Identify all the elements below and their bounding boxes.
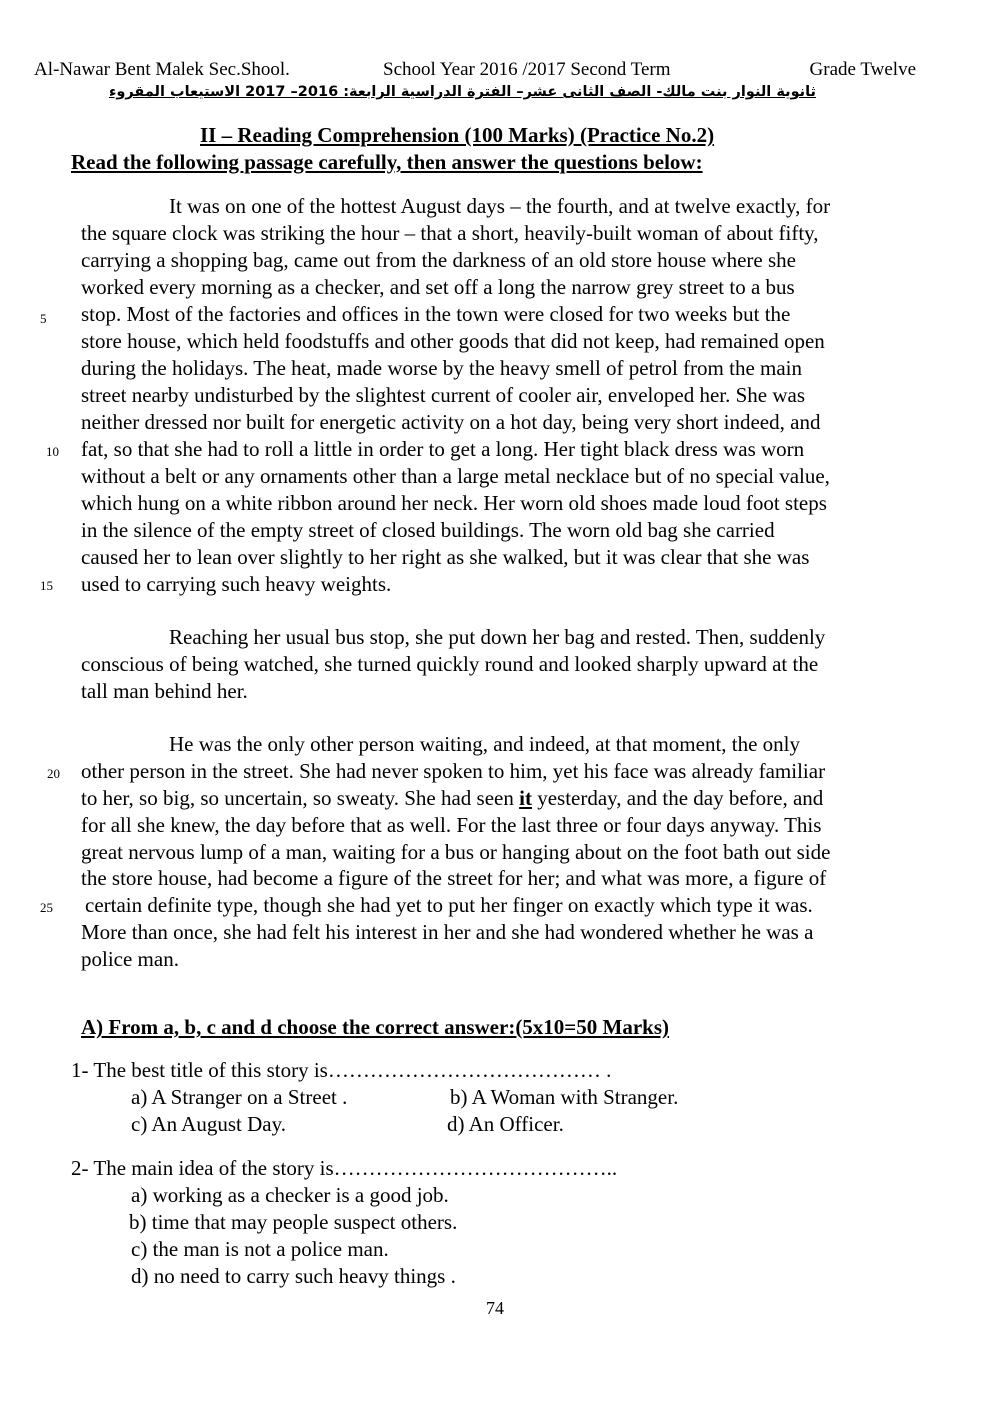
grade-label: Grade Twelve	[809, 59, 916, 80]
option-c: c) An August Day.	[131, 1112, 286, 1136]
passage-line: conscious of being watched, she turned quickly round and looked sharply upward at the	[81, 652, 819, 676]
option-a: a) working as a checker is a good job.	[131, 1183, 449, 1207]
option-a: a) A Stranger on a Street .	[131, 1085, 348, 1109]
passage-line: which hung on a white ribbon around her neck. Her worn old shoes made loud foot steps	[81, 491, 827, 515]
passage-line: certain definite type, though she had yet to put her finger on exactly which type it was.	[85, 893, 813, 917]
passage-line: in the silence of the empty street of closed buildings. The worn old bag she carried	[81, 518, 775, 542]
option-d: d) An Officer.	[447, 1112, 564, 1136]
passage-line: stop. Most of the factories and offices in the town were closed for two weeks but the	[81, 302, 791, 326]
school-name: Al-Nawar Bent Malek Sec.Shool.	[34, 59, 290, 80]
passage-line: police man.	[81, 947, 179, 971]
option-c: c) the man is not a police man.	[131, 1237, 389, 1261]
line-number: 25	[40, 900, 53, 915]
passage-line: worked every morning as a checker, and set off a long the narrow grey street to a bus	[81, 275, 795, 299]
passage-line-text: yesterday, and the day before, and	[531, 786, 824, 810]
passage-line: during the holidays. The heat, made worse by the heavy smell of petrol from the main	[81, 356, 803, 380]
option-b: b) A Woman with Stranger.	[450, 1085, 679, 1109]
line-number: 5	[40, 311, 47, 326]
passage-line: street nearby undisturbed by the slightest current of cooler air, enveloped her. She was	[81, 383, 806, 407]
section-a-heading: A) From a, b, c and d choose the correct answer:(5x10=50 Marks)	[81, 1015, 670, 1039]
instruction: Read the following passage carefully, then answer the questions below:	[71, 150, 703, 174]
passage-line: great nervous lump of a man, waiting for a bus or hanging about on the foot bath out side	[81, 840, 831, 864]
passage-line: fat, so that she had to roll a little in order to get a long. Her tight black dress was worn	[81, 437, 805, 461]
passage-line: More than once, she had felt his interest in her and she had wondered whether he was a	[81, 920, 814, 944]
passage-line-text: to her, so big, so uncertain, so sweaty. She had seen	[81, 786, 520, 810]
line-number: 10	[46, 444, 59, 459]
question-stem: 2- The main idea of the story is…………………………………..	[71, 1156, 618, 1180]
passage-line: other person in the street. She had never spoken to him, yet his face was already familiar	[81, 759, 826, 783]
passage-line: He was the only other person waiting, and indeed, at that moment, the only	[169, 732, 801, 756]
line-number: 20	[47, 766, 60, 781]
passage-line: the square clock was striking the hour – that a short, heavily-built woman of about fifty,	[81, 221, 819, 245]
passage-line: It was on one of the hottest August days – the fourth, and at twelve exactly, for	[169, 194, 831, 218]
page-number: 74	[486, 1298, 504, 1318]
passage-line: without a belt or any ornaments other than a large metal necklace but of no special value,	[81, 464, 830, 488]
section-title: II – Reading Comprehension (100 Marks) (Practice No.2)	[200, 123, 715, 147]
option-b: b) time that may people suspect others.	[129, 1210, 458, 1234]
line-number: 15	[40, 578, 53, 593]
question-stem: 1- The best title of this story is………………………………… .	[71, 1058, 612, 1082]
passage-line: the store house, had become a figure of the street for her; and what was more, a figure of	[81, 866, 827, 890]
option-d: d) no need to carry such heavy things .	[131, 1264, 456, 1288]
passage-line: carrying a shopping bag, came out from the darkness of an old store house where she	[81, 248, 796, 272]
passage-line: neither dressed nor built for energetic activity on a hot day, being very short indeed, and	[81, 410, 821, 434]
referent-word-it: it	[519, 786, 532, 810]
passage-line: store house, which held foodstuffs and other goods that did not keep, had remained open	[81, 329, 825, 353]
passage-line: Reaching her usual bus stop, she put down her bag and rested. Then, suddenly	[169, 625, 826, 649]
passage-line	[81, 786, 823, 811]
passage-line: for all she knew, the day before that as well. For the last three or four days anyway. This	[81, 813, 822, 837]
passage-line: tall man behind her.	[81, 679, 248, 703]
passage-line: caused her to lean over slightly to her right as she walked, but it was clear that she was	[81, 545, 810, 569]
school-year-term: School Year 2016 /2017 Second Term	[383, 59, 671, 80]
arabic-header: ثانوية النوار بنت مالك- الصف الثانى عشر– الفترة الدراسية الرابعة: 2016– 2017 الاستيعاب المقروء	[108, 84, 816, 100]
passage-line: used to carrying such heavy weights.	[81, 572, 392, 596]
